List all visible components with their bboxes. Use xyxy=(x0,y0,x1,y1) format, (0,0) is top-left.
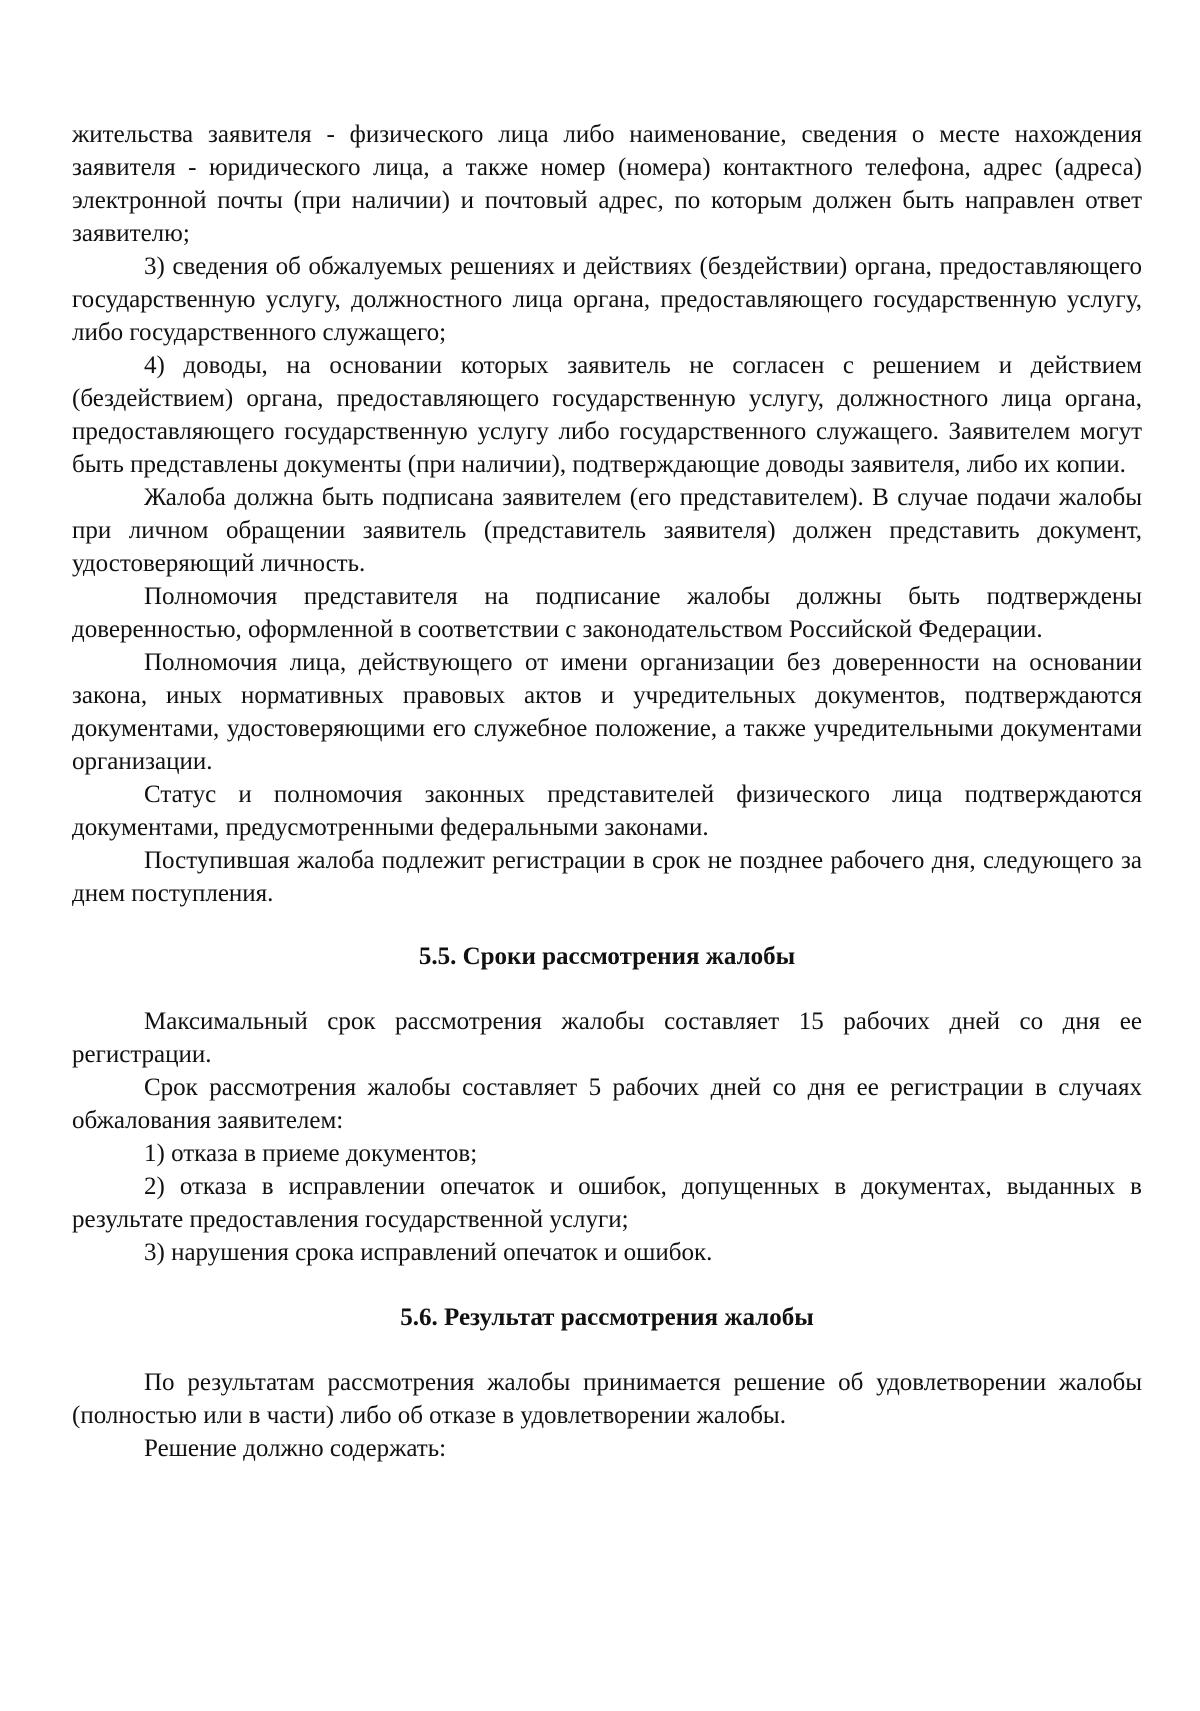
paragraph-max-term: Максимальный срок рассмотрения жалобы составляет 15 рабочих дней со дня ее регистрации. xyxy=(72,1008,1142,1068)
paragraph-registration: Поступившая жалоба подлежит регистрации в срок не позднее рабочего дня, следующего за днем поступления. xyxy=(72,847,1142,907)
paragraph-result-decision: По результатам рассмотрения жалобы принимается решение об удовлетворении жалобы (полностью или в части) либо об отказе в удовлетворении жалобы. xyxy=(72,1369,1142,1429)
list-item-3: 3) нарушения срока исправлений опечаток и ошибок. xyxy=(144,1239,713,1266)
paragraph-representative-powers: Полномочия представителя на подписание жалобы должны быть подтверждены доверенностью, оформленной в соответствии с законодательством Российской Федерации. xyxy=(72,583,1142,643)
paragraph-short-term: Срок рассмотрения жалобы составляет 5 рабочих дней со дня ее регистрации в случаях обжалования заявителем: xyxy=(72,1074,1142,1134)
document-page xyxy=(72,118,1142,1465)
list-item-1: 1) отказа в приеме документов; xyxy=(144,1140,478,1167)
section-heading-5-6: 5.6. Результат рассмотрения жалобы xyxy=(400,1304,814,1331)
paragraph-signature: Жалоба должна быть подписана заявителем (его представителем). В случае подачи жалобы при личном обращении заявитель (представитель заявителя) должен представить документ, удостоверяющий личность. xyxy=(72,484,1142,577)
list-item-2: 2) отказа в исправлении опечаток и ошибок, допущенных в документах, выданных в результате предоставления государственной услуги; xyxy=(72,1173,1142,1233)
paragraph-legal-representatives: Статус и полномочия законных представителей физического лица подтверждаются документами, предусмотренными федеральными законами. xyxy=(72,781,1142,841)
section-heading-5-5: 5.5. Сроки рассмотрения жалобы xyxy=(418,943,796,970)
paragraph-organization-powers: Полномочия лица, действующего от имени организации без доверенности на основании закона, иных нормативных правовых актов и учредительных документов, подтверждаются документами, удостоверяющими его служебное положение, а также учредительными документами организации. xyxy=(72,649,1142,775)
paragraph-applicant-residence: жительства заявителя - физического лица либо наименование, сведения о месте нахождения заявителя - юридического лица, а также номер (номера) контактного телефона, адрес (адреса) электронной почты (при наличии) и почтовый адрес, по которым должен быть направлен ответ заявителю; xyxy=(72,121,1142,247)
paragraph-decision-contents: Решение должно содержать: xyxy=(144,1435,447,1462)
paragraph-item-3: 3) сведения об обжалуемых решениях и действиях (бездействии) органа, предоставляющего государственную услугу, должностного лица органа, предоставляющего государственную услугу, либо государственного служащего; xyxy=(72,253,1142,346)
paragraph-item-4: 4) доводы, на основании которых заявитель не согласен с решением и действием (бездействием) органа, предоставляющего государственную услугу, должностного лица органа, предоставляющего государственную услугу либо государственного служащего. Заявителем могут быть представлены документы (при наличии), подтверждающие доводы заявителя, либо их копии. xyxy=(72,352,1142,478)
